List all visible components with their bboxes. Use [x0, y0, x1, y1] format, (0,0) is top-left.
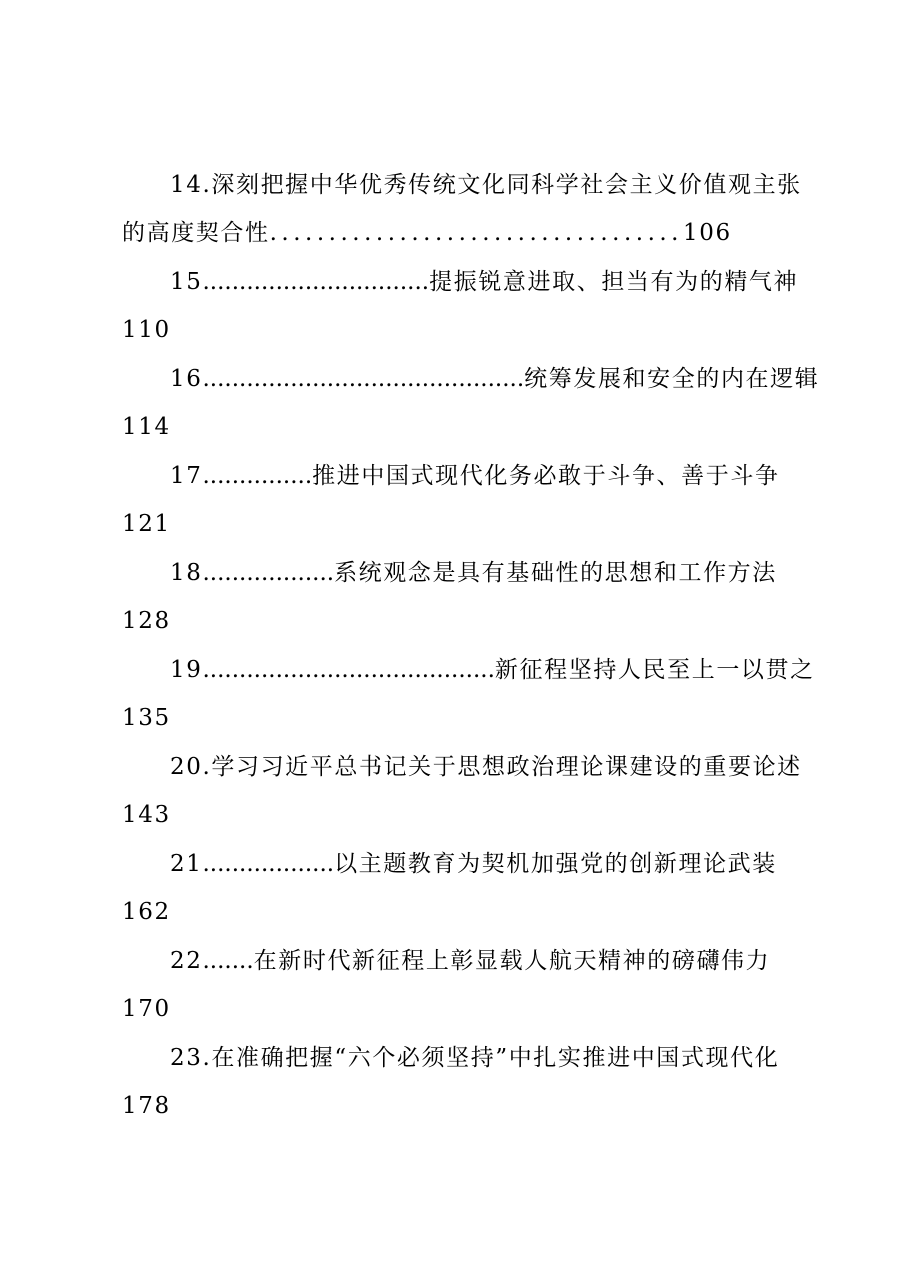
toc-entry-22-number: 22: [170, 948, 203, 974]
toc-entry-21-title: 以主题教育为契机加强党的创新理论武装: [334, 851, 777, 877]
toc-entry-22-line1: [170, 946, 770, 976]
toc-entry-19-title: 新征程坚持人民至上一以贯之: [494, 657, 815, 683]
toc-entry-19-number: 19: [170, 657, 203, 683]
toc-entry-20-title: 20.学习习近平总书记关于思想政治理论课建设的重要论述: [170, 754, 802, 780]
toc-entry-15-page: 110: [122, 317, 171, 343]
toc-entry-14-leader: ...................................: [269, 220, 683, 246]
toc-entry-22-title: 在新时代新征程上彰显载人航天精神的磅礴伟力: [253, 948, 771, 974]
toc-entry-23-title: 23.在准确把握“六个必须坚持”中扎实推进中国式现代化: [170, 1045, 780, 1071]
toc-entry-15-title: 提振锐意进取、担当有为的精气神: [429, 269, 799, 295]
toc-entry-22-page: 170: [122, 996, 171, 1022]
toc-entry-15-leader: ...............................: [202, 269, 430, 295]
toc-entry-21-number: 21: [170, 851, 203, 877]
toc-entry-18-page: 128: [122, 608, 171, 634]
toc-entry-16-number: 16: [170, 366, 203, 392]
toc-entry-15-line1: [170, 267, 798, 297]
toc-entry-14-line2: [122, 218, 732, 248]
toc-entry-19-line1: [170, 655, 815, 685]
toc-entry-18-line1: [170, 558, 777, 588]
toc-entry-19-page: 135: [122, 705, 171, 731]
toc-entry-19-leader: ........................................: [202, 657, 495, 683]
toc-entry-21-page: 162: [122, 899, 171, 925]
toc-entry-14-title: 14.深刻把握中华优秀传统文化同科学社会主义价值观主张: [170, 172, 802, 198]
toc-entry-18-leader: ..................: [202, 560, 335, 586]
toc-entry-17-title: 推进中国式现代化务必敢于斗争、善于斗争: [312, 463, 780, 489]
toc-entry-14-title-cont: 的高度契合性: [122, 220, 270, 246]
toc-entry-21-leader: ..................: [202, 851, 335, 877]
toc-entry-23-page: 178: [122, 1093, 171, 1119]
toc-entry-20-line1: [170, 752, 802, 782]
toc-entry-16-title: 统筹发展和安全的内在逻辑: [524, 366, 820, 392]
toc-entry-18-number: 18: [170, 560, 203, 586]
toc-entry-14-line1: [170, 170, 802, 200]
toc-entry-23-line1: [170, 1043, 779, 1073]
toc-entry-16-leader: ............................................: [202, 366, 525, 392]
toc-entry-17-page: 121: [122, 511, 171, 537]
toc-entry-21-line1: [170, 849, 777, 879]
toc-entry-22-leader: .......: [202, 948, 254, 974]
toc-entry-15-number: 15: [170, 269, 203, 295]
toc-entry-16-page: 114: [122, 414, 171, 440]
toc-entry-17-line1: [170, 461, 780, 491]
toc-entry-14-page: 106: [683, 220, 732, 246]
toc-entry-20-page: 143: [122, 802, 171, 828]
toc-entry-17-number: 17: [170, 463, 203, 489]
toc-entry-17-leader: ...............: [202, 463, 313, 489]
toc-entry-18-title: 系统观念是具有基础性的思想和工作方法: [334, 560, 777, 586]
toc-entry-16-line1: [170, 364, 819, 394]
